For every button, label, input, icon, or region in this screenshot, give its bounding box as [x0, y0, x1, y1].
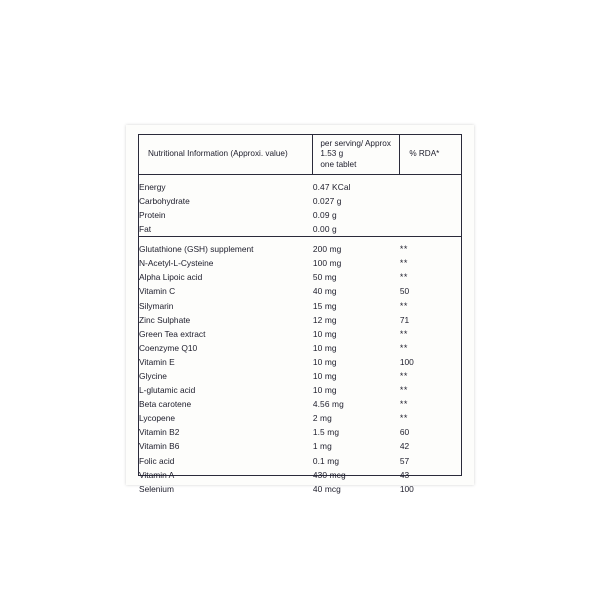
table-row [139, 299, 461, 313]
row-nutrient-name: Silymarin [139, 300, 174, 311]
spacer-cell [139, 496, 313, 502]
nutrition-label-panel [126, 125, 474, 494]
row-rda: ** [399, 328, 408, 339]
table-row [139, 439, 461, 453]
row-nutrient-name: Vitamin A [139, 469, 175, 480]
row-nutrient-name: Carbohydrate [139, 195, 190, 206]
table-row [139, 222, 461, 236]
row-amount: 10 mg [312, 342, 337, 353]
row-amount: 10 mg [312, 370, 337, 381]
row-nutrient-name: L-glutamic acid [139, 385, 196, 396]
row-rda [400, 222, 461, 236]
row-rda: 50 [399, 286, 410, 297]
table-row [139, 180, 461, 194]
row-nutrient-name: Folic acid [139, 455, 175, 466]
row-rda: ** [399, 413, 408, 424]
row-amount: 1 mg [312, 441, 332, 452]
header-cell-nutrient: Nutritional Information (Approxi. value) [139, 135, 313, 174]
row-amount: 12 mg [312, 314, 337, 325]
row-rda: ** [399, 370, 408, 381]
row-nutrient-name: N-Acetyl-L-Cysteine [139, 258, 214, 269]
table-row [139, 454, 461, 468]
row-rda: 71 [399, 314, 410, 325]
row-amount: 40 mg [312, 286, 337, 297]
table-row [139, 397, 461, 411]
table-row [139, 194, 461, 208]
row-rda: ** [399, 258, 408, 269]
table-row [139, 242, 461, 256]
row-nutrient-name: Protein [139, 209, 166, 220]
spacer-cell [400, 496, 461, 502]
table-row [139, 341, 461, 355]
row-amount: 2 mg [312, 413, 332, 424]
row-amount: 0.1 mg [312, 455, 340, 466]
row-nutrient-name: Vitamin B6 [139, 441, 180, 452]
row-nutrient-name: Coenzyme Q10 [139, 342, 198, 353]
row-amount: 0.027 g [312, 195, 342, 206]
spacer-row-bottom [139, 496, 461, 502]
row-rda [400, 208, 461, 222]
row-nutrient-name: Fat [139, 224, 152, 235]
row-amount: 15 mg [312, 300, 337, 311]
row-nutrient-name: Beta carotene [139, 399, 192, 410]
row-amount: 10 mg [312, 385, 337, 396]
table-row [139, 355, 461, 369]
row-rda: 60 [399, 427, 410, 438]
row-nutrient-name: Green Tea extract [139, 328, 206, 339]
spacer-cell [313, 496, 400, 502]
row-rda: ** [399, 342, 408, 353]
table-row [139, 313, 461, 327]
row-rda: 43 [399, 469, 410, 480]
table-header-row [139, 135, 461, 174]
row-rda: ** [399, 300, 408, 311]
row-amount: 0.47 KCal [312, 181, 351, 192]
row-amount: 10 mg [312, 328, 337, 339]
row-rda: 100 [399, 483, 414, 494]
row-amount: 50 mg [312, 272, 337, 283]
row-nutrient-name: Alpha Lipoic acid [139, 272, 203, 283]
row-rda: 100 [399, 356, 414, 367]
row-amount: 430 mcg [312, 469, 346, 480]
row-amount: 40 mcg [312, 483, 341, 494]
row-rda: ** [399, 385, 408, 396]
row-amount: 200 mg [312, 244, 342, 255]
table-row [139, 208, 461, 222]
table-row [139, 468, 461, 482]
header-cell-per-serving [313, 135, 400, 174]
row-amount: 100 mg [312, 258, 342, 269]
header-cell-rda: % RDA* [400, 135, 461, 174]
table-row [139, 482, 461, 496]
row-amount: 0.00 g [312, 224, 337, 235]
row-nutrient-name: Vitamin E [139, 356, 175, 367]
table-row [139, 270, 461, 284]
header-per-serving-line1: per serving/ Approx 1.53 g [320, 139, 391, 159]
table-row [139, 284, 461, 298]
row-rda: 57 [399, 455, 410, 466]
row-nutrient-name: Glutathione (GSH) supplement [139, 244, 254, 255]
row-amount: 4.56 mg [312, 399, 344, 410]
row-rda [400, 194, 461, 208]
nutrition-label-border [138, 134, 462, 494]
table-body [139, 135, 461, 502]
row-amount: 1.5 mg [312, 427, 340, 438]
row-rda: ** [399, 244, 408, 255]
table-row [139, 411, 461, 425]
table-row [139, 425, 461, 439]
table-row [139, 383, 461, 397]
row-rda: 42 [399, 441, 410, 452]
row-amount: 10 mg [312, 356, 337, 367]
row-nutrient-name: Selenium [139, 483, 174, 494]
row-rda: ** [399, 399, 408, 410]
row-nutrient-name: Lycopene [139, 413, 176, 424]
nutrition-information-table [139, 135, 461, 502]
row-amount: 0.09 g [312, 209, 337, 220]
row-nutrient-name: Zinc Sulphate [139, 314, 191, 325]
row-nutrient-name: Vitamin C [139, 286, 176, 297]
table-row [139, 369, 461, 383]
row-nutrient-name: Glycine [139, 370, 167, 381]
row-nutrient-name: Vitamin B2 [139, 427, 180, 438]
table-row [139, 256, 461, 270]
header-per-serving-line2: one tablet [320, 159, 357, 169]
row-rda: ** [399, 272, 408, 283]
row-nutrient-name: Energy [139, 181, 166, 192]
table-row [139, 327, 461, 341]
row-rda [400, 180, 461, 194]
